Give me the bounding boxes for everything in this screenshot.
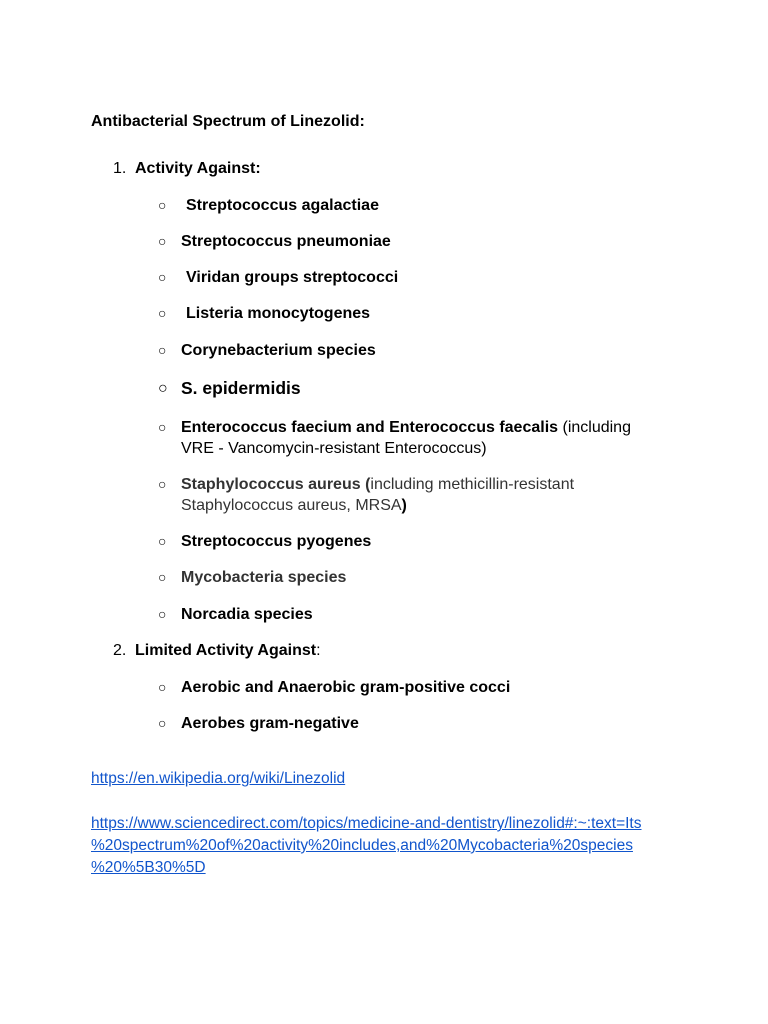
bullet-icon: ○ — [158, 233, 167, 249]
section-1-heading — [113, 159, 261, 179]
bullet-icon: ○ — [158, 679, 167, 695]
list-item-text: Aerobic and Anaerobic gram-positive cocci — [181, 679, 511, 696]
list-item-note-text: including methicillin-resistant — [370, 476, 575, 493]
list-item-note-text: VRE - Vancomycin-resistant Enterococcus) — [181, 440, 487, 457]
wikipedia-link[interactable] — [91, 768, 345, 790]
list-item-text: Streptococcus pyogenes — [181, 533, 372, 550]
list-item-text: Viridan groups streptococci — [186, 269, 399, 286]
bullet-icon: ○ — [158, 569, 167, 585]
bullet-icon: ○ — [158, 606, 167, 622]
list-item-text: Listeria monocytogenes — [186, 305, 371, 322]
bullet-icon: ○ — [158, 197, 167, 213]
bullet-icon: ○ — [158, 342, 167, 358]
list-item-bold-text: Staphylococcus aureus ( — [181, 476, 371, 493]
list-item-note-text: Staphylococcus aureus, MRSA — [181, 497, 402, 514]
list-item-bold-text: ) — [401, 497, 407, 514]
bullet-icon: ○ — [158, 533, 167, 549]
section-heading-text: Limited Activity Against — [135, 642, 317, 659]
bullet-icon: ○ — [158, 269, 167, 285]
list-item-note-text: (including — [562, 419, 631, 436]
list-item-text — [181, 417, 681, 459]
bullet-icon: ○ — [158, 476, 167, 492]
link-line[interactable]: https://en.wikipedia.org/wiki/Linezolid — [91, 770, 346, 787]
list-item-text: S. epidermidis — [181, 378, 301, 398]
section-number: 2. — [113, 642, 127, 659]
list-item-text: Norcadia species — [181, 606, 313, 623]
link-line[interactable]: https://www.sciencedirect.com/topics/medicine-and-dentistry/linezolid#:~:text=Its — [91, 815, 642, 832]
list-item-bold-text: Enterococcus faecium and Enterococcus faecalis — [181, 419, 559, 436]
document-title: Antibacterial Spectrum of Linezolid: — [91, 113, 365, 130]
list-item-text: Corynebacterium species — [181, 342, 376, 359]
bullet-icon: ○ — [158, 380, 168, 397]
list-item-text: Streptococcus pneumoniae — [181, 233, 391, 250]
link-line[interactable]: %20%5B30%5D — [91, 859, 206, 876]
bullet-icon: ○ — [158, 305, 167, 321]
section-2-heading — [113, 641, 321, 661]
bullet-icon: ○ — [158, 419, 167, 435]
section-number: 1. — [113, 160, 127, 177]
list-item-text: Aerobes gram-negative — [181, 715, 359, 732]
sciencedirect-link[interactable] — [91, 813, 691, 879]
list-item-text — [181, 474, 681, 516]
list-item-text: Streptococcus agalactiae — [186, 197, 379, 214]
section-heading-text: Activity Against: — [135, 160, 261, 177]
list-item-text: Mycobacteria species — [181, 569, 347, 586]
bullet-icon: ○ — [158, 715, 167, 731]
section-heading-suffix: : — [316, 642, 321, 659]
link-line[interactable]: %20spectrum%20of%20activity%20includes,and%20Mycobacteria%20species — [91, 837, 633, 854]
